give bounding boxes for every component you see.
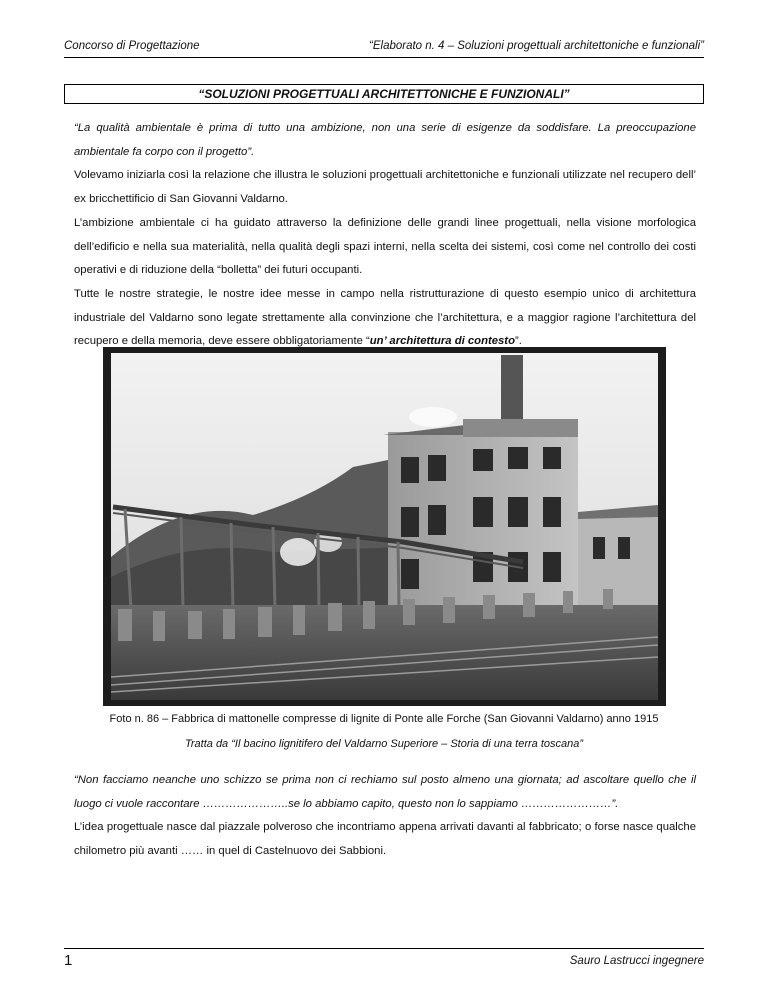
footer-rule: [64, 948, 704, 949]
paragraph-4: [74, 283, 696, 354]
page-number: 1: [64, 952, 73, 969]
paragraph-6: L’idea progettuale nasce dal piazzale polveroso che incontriamo appena arrivati davanti al fabbricato; o forse nasce qualche chilometro più avanti …… in quel di Castelnuovo dei Sabbioni.: [74, 821, 696, 858]
factory-photo-drawing: [103, 347, 666, 706]
header-right: “Elaborato n. 4 – Soluzioni progettuali architettoniche e funzionali”: [369, 40, 704, 52]
site-quote: “Non facciamo neanche uno schizzo se prima non ci rechiamo sul posto almeno una giornata; ad ascoltare quello che il luogo ci vuole raccontare …………………..se lo abbiamo capito, questo non lo sappiamo ……………………”.: [74, 774, 696, 810]
section-title: “SOLUZIONI PROGETTUALI ARCHITETTONICHE E FUNZIONALI”: [64, 84, 704, 104]
closing-text: [74, 769, 696, 864]
paragraph-3: L’ambizione ambientale ci ha guidato attraverso la definizione delle grandi linee progettuali, nella visione morfologica dell’edificio e nella sua materialità, nella qualità degli spazi interni, nella scelta dei sistemi, così come nel controllo dei costi operativi e di riduzione della “bolletta” dei futuri occupanti.: [74, 216, 696, 277]
header-rule: [64, 57, 704, 58]
intro-text: [74, 117, 696, 354]
photo-source: Tratta da “Il bacino lignitifero del Valdarno Superiore – Storia di una terra toscana”: [184, 738, 584, 750]
opening-quote: “La qualità ambientale è prima di tutto una ambizione, non una serie di esigenze da soddisfare. La preoccupazione ambientale fa corpo con il progetto”.: [74, 122, 696, 158]
paragraph-4-text: Tutte le nostre strategie, le nostre idee messe in campo nella ristrutturazione di questo esempio unico di architettura industriale del Valdarno sono legate strettamente alla convinzione che l’architettura, e a maggior ragione l’architettura del recupero e della memoria, deve essere obbligatoriamente “: [74, 287, 696, 348]
paragraph-2: Volevamo iniziarla così la relazione che illustra le soluzioni progettuali architettoniche e funzionali utilizzate nel recupero dell’ ex bricchettificio di San Giovanni Valdarno.: [74, 169, 696, 206]
page-header: [64, 40, 704, 58]
photo-caption: Foto n. 86 – Fabbrica di mattonelle compresse di lignite di Ponte alle Forche (San Giovanni Valdarno) anno 1915: [109, 713, 659, 725]
paragraph-4-end: ”.: [514, 335, 522, 348]
context-emphasis: un’ architettura di contesto: [369, 335, 515, 348]
footer-author: Sauro Lastrucci ingegnere: [569, 955, 704, 967]
historic-factory-photo: [103, 347, 666, 706]
header-left: Concorso di Progettazione: [64, 40, 200, 52]
